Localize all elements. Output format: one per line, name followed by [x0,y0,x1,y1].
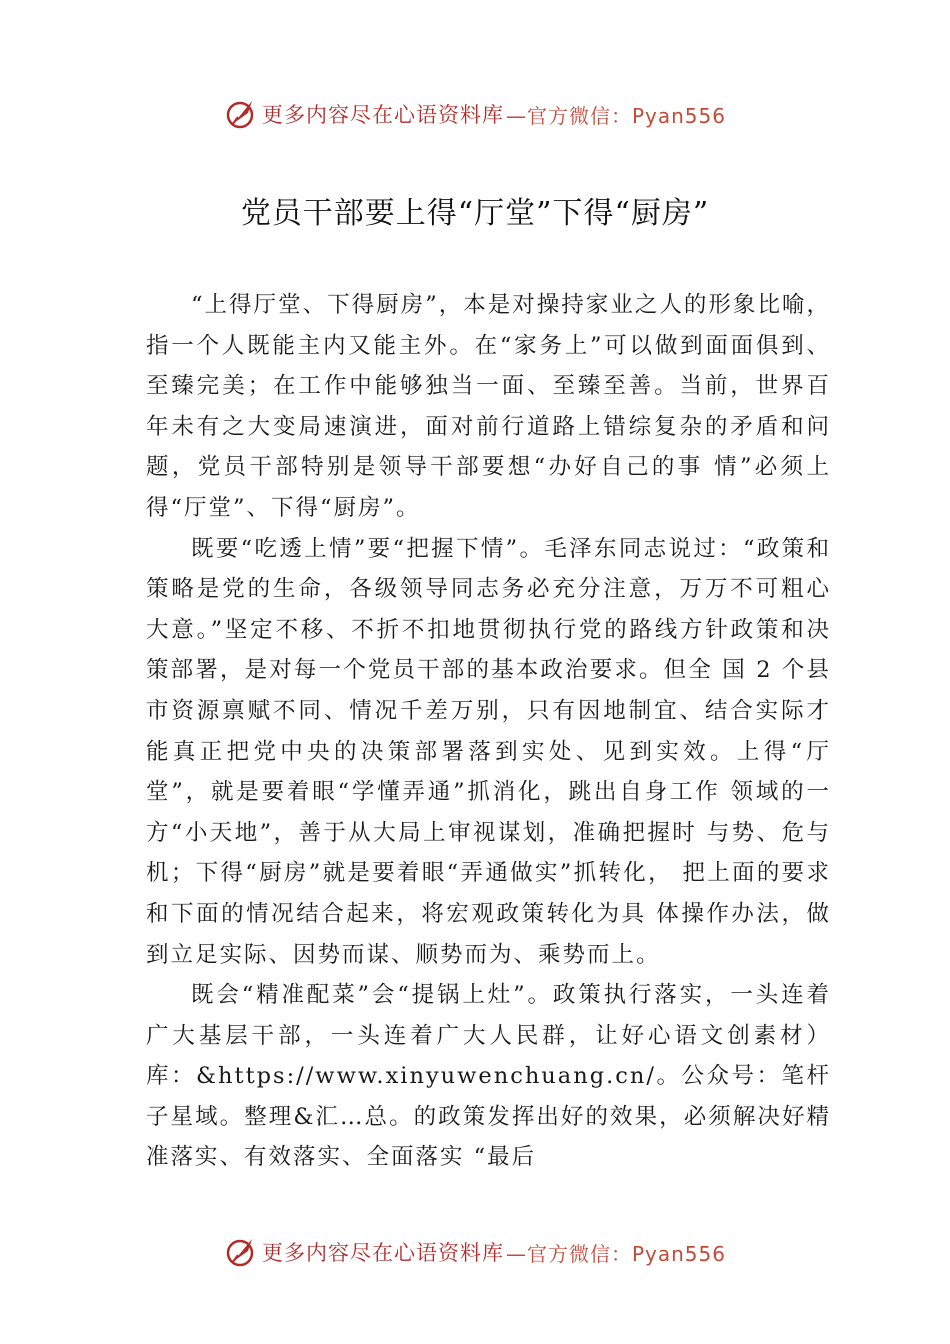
quill-logo-icon [224,97,258,131]
header-banner [0,94,950,134]
footer-brand-text: 更多内容尽在心语资料库 [261,1241,504,1265]
paragraph: 既要“吃透上情”要“把握下情”。毛泽东同志说过：“政策和策略是党的生命，各级领导同志务必充分注意，万万不可粗心大意。”坚定不移、不折不扣地贯彻执行党的路线方针政策和决策部署，是对每一个党员干部的基本政治要求。但全 国 2 个县市资源禀赋不同、情况千差万别，只有因地制宜、结合实际才能真正把党中央的决策部署落到实处、见到实效。上得“厅堂”，就是要着眼“学懂弄通”抓消化，跳出自身工作 领域的一方“小天地”，善于从大局上审视谋划，准确把握时 与势、危与机；下得“厨房”就是要着眼“弄通做实”抓转化， 把上面的要求和下面的情况结合起来，将宏观政策转化为具 体操作办法，做到立足实际、因势而谋、顺势而为、乘势而上。 [146,535,831,968]
header-wechat-text: —官方微信：Pyan556 [505,103,726,128]
quill-logo-icon [224,1235,258,1269]
footer-wechat-text: —官方微信：Pyan556 [505,1241,726,1266]
paragraph: “上得厅堂、下得厨房”，本是对操持家业之人的形象比喻，指一个人既能主内又能主外。在“家务上”可以做到面面俱到、至臻完美；在工作中能够独当一面、至臻至善。当前，世界百年未有之大变局速演进，面对前行道路上错综复杂的矛盾和问题，党员干部特别是领导干部要想“办好自己的事 情”必须上得“厅堂”、下得“厨房”。 [146,292,831,521]
header-brand-text: 更多内容尽在心语资料库 [261,103,504,127]
footer-banner [0,1232,950,1272]
article-body [146,285,831,1178]
paragraph: 既会“精准配菜”会“提锅上灶”。政策执行落实，一头连着广大基层干部，一头连着广大人民群，让好心语文创素材）库：&https://www.xinyuwenchuang.cn/。公众号：笔杆子星域。整理&汇…总。的政策发挥出好的效果，必须解决好精准落实、有效落实、全面落实 “最后 [146,982,831,1171]
page-title: 党员干部要上得“厅堂”下得“厨房” [240,196,710,231]
